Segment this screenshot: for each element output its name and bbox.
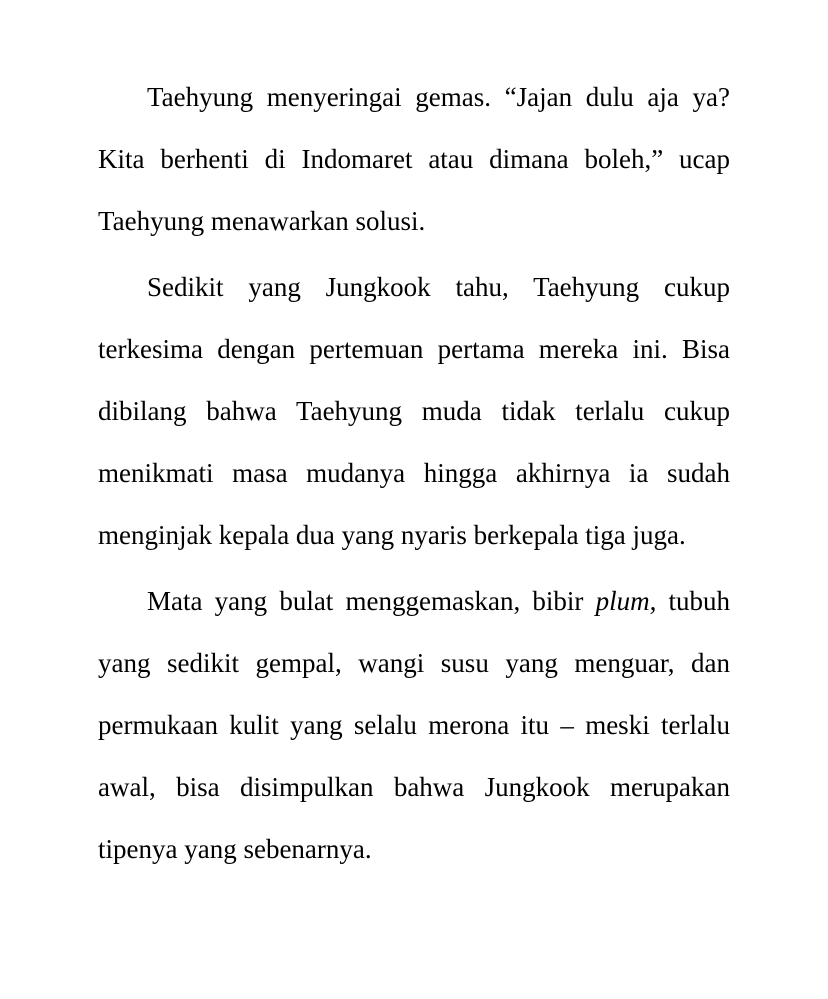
paragraph-3-italic-word: plum, — [595, 586, 657, 616]
paragraph-2-text: Sedikit yang Jungkook tahu, Taehyung cukup terkesima dengan pertemuan pertama mereka ini. Bisa dibilang bahwa Taehyung muda tidak terlalu cukup menikmati masa mudanya hingga akhirnya ia sudah menginjak kepala dua yang nyaris berkepala tiga juga. — [98, 272, 730, 550]
paragraph-3-text-start: Mata yang bulat menggemaskan, bibir — [147, 586, 596, 616]
paragraph-2 — [98, 256, 730, 566]
paragraph-3 — [98, 570, 730, 880]
paragraph-3-text-end: tubuh yang sedikit gempal, wangi susu yang menguar, dan permukaan kulit yang selalu merona itu – meski terlalu awal, bisa disimpulkan bahwa Jungkook merupakan tipenya yang sebenarnya. — [98, 586, 730, 864]
document-page — [98, 66, 730, 880]
paragraph-1-text: Taehyung menyeringai gemas. “Jajan dulu aja ya? Kita berhenti di Indomaret atau dimana boleh,” ucap Taehyung menawarkan solusi. — [98, 82, 730, 236]
paragraph-1 — [98, 66, 730, 252]
